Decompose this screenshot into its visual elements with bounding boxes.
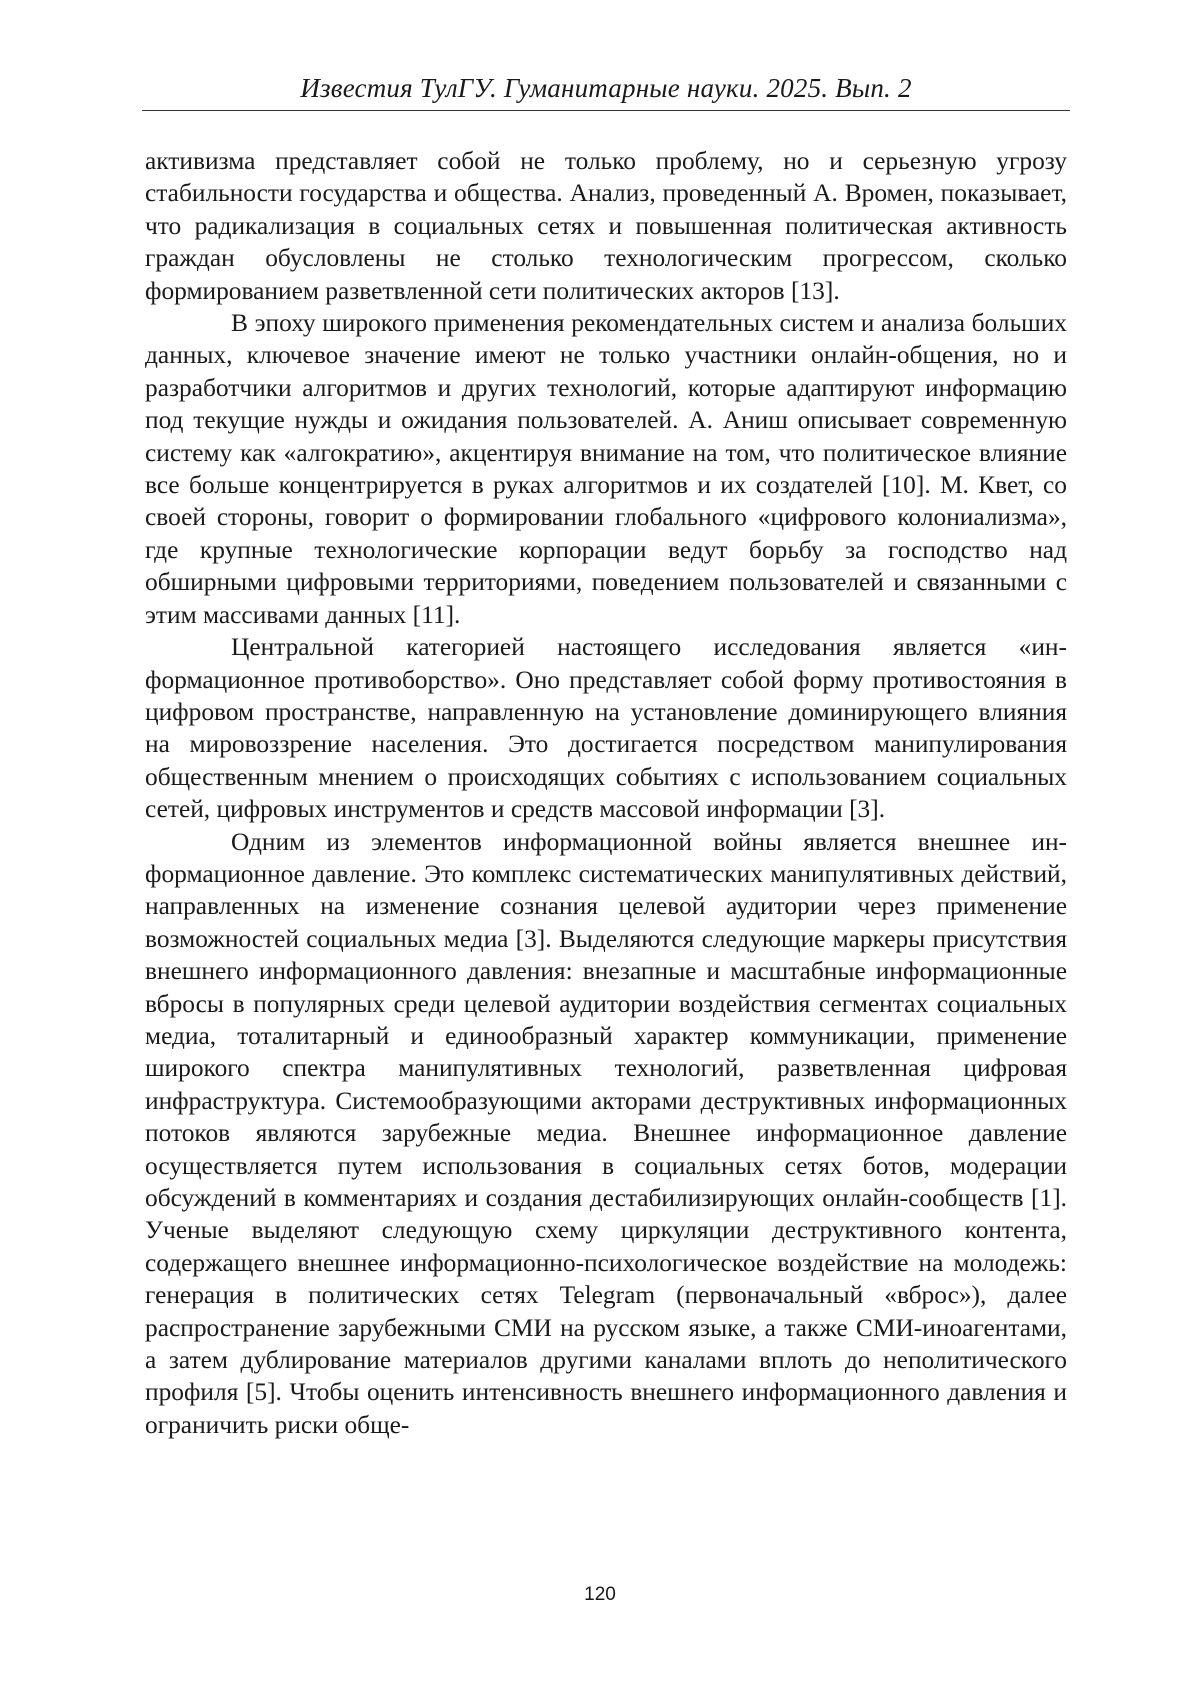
paragraph-continuation: активизма представляет собой не только проблему, но и серьезную угрозу стабильности государства и общества. Анализ, проведенный А. Вромен, показывает, что радикализация в социальных сетях и повышенная политическая активность граждан обусловлены не столько технологическим прогрессом, сколько формированием разветвленной сети политических акторов [13]. (145, 147, 1067, 305)
paragraph-algocracy: В эпоху широкого применения рекомендательных систем и анализа больших данных, ключевое значение имеют не только участники онлайн-общения, но и разработчики алгоритмов и других технологий, которые адаптируют информацию под текущие нужды и ожидания пользователей. А. Аниш описывает современную систему как «алгократию», акцентируя внимание на том, что политическое влияние все больше концентрируется в руках алгоритмов и их создателей [10]. М. Квет, со своей стороны, говорит о формировании глобального «цифрового колониализма», где крупные технологические корпорации ведут борьбу за господство над обширными цифровыми территориями, поведением пользователей и связанными с этим массивами данных [11]. (145, 309, 1067, 629)
running-header: Известия ТулГУ. Гуманитарные науки. 2025. Вып. 2 (300, 73, 912, 103)
paragraph-information-confrontation: Центральной категорией настоящего исследования является «информационное противоборство». Оно представляет собой форму противостояния в цифровом пространстве, направленную на установление доминирующего влияния на мировоззрение населения. Это достигается посредством манипулирования общественным мнением о происходящих событиях с использованием социальных сетей, цифровых инструментов и средств массовой информации [3]. (145, 633, 1067, 824)
header-divider (142, 110, 1070, 111)
article-body (145, 145, 1067, 1441)
paragraph-external-pressure: Одним из элементов информационной войны является внешнее информационное давление. Это комплекс систематических манипулятивных действий, направленных на изменение сознания целевой аудитории через применение возможностей социальных медиа [3]. Выделяются следующие маркеры присутствия внешнего информационного давления: внезапные и масштабные информационные вбросы в популярных среди целевой аудитории воздействия сегментах социальных медиа, тоталитарный и единообразный характер коммуникации, применение широкого спектра манипулятивных технологий, разветвленная цифровая инфраструктура. Системообразующими акторами деструктивных информационных потоков являются зарубежные медиа. Внешнее информационное давление осуществляется путем использования в социальных сетях ботов, модерации обсуждений в комментариях и создания дестабилизирующих онлайн-сообществ [1]. Ученые выделяют следующую схему циркуляции деструктивного контента, содержащего внешнее информационно-психологическое воздействие на молодежь: генерация в политических сетях Telegram (первоначальный «вброс»), далее распространение зарубежными СМИ на русском языке, а также СМИ-иноагентами, а затем дублирование материалов другими каналами вплоть до неполитического профиля [5]. Чтобы оценить интенсивность внешнего информационного давления и ограничить риски обще- (145, 827, 1067, 1439)
page-number: 120 (584, 1584, 616, 1605)
